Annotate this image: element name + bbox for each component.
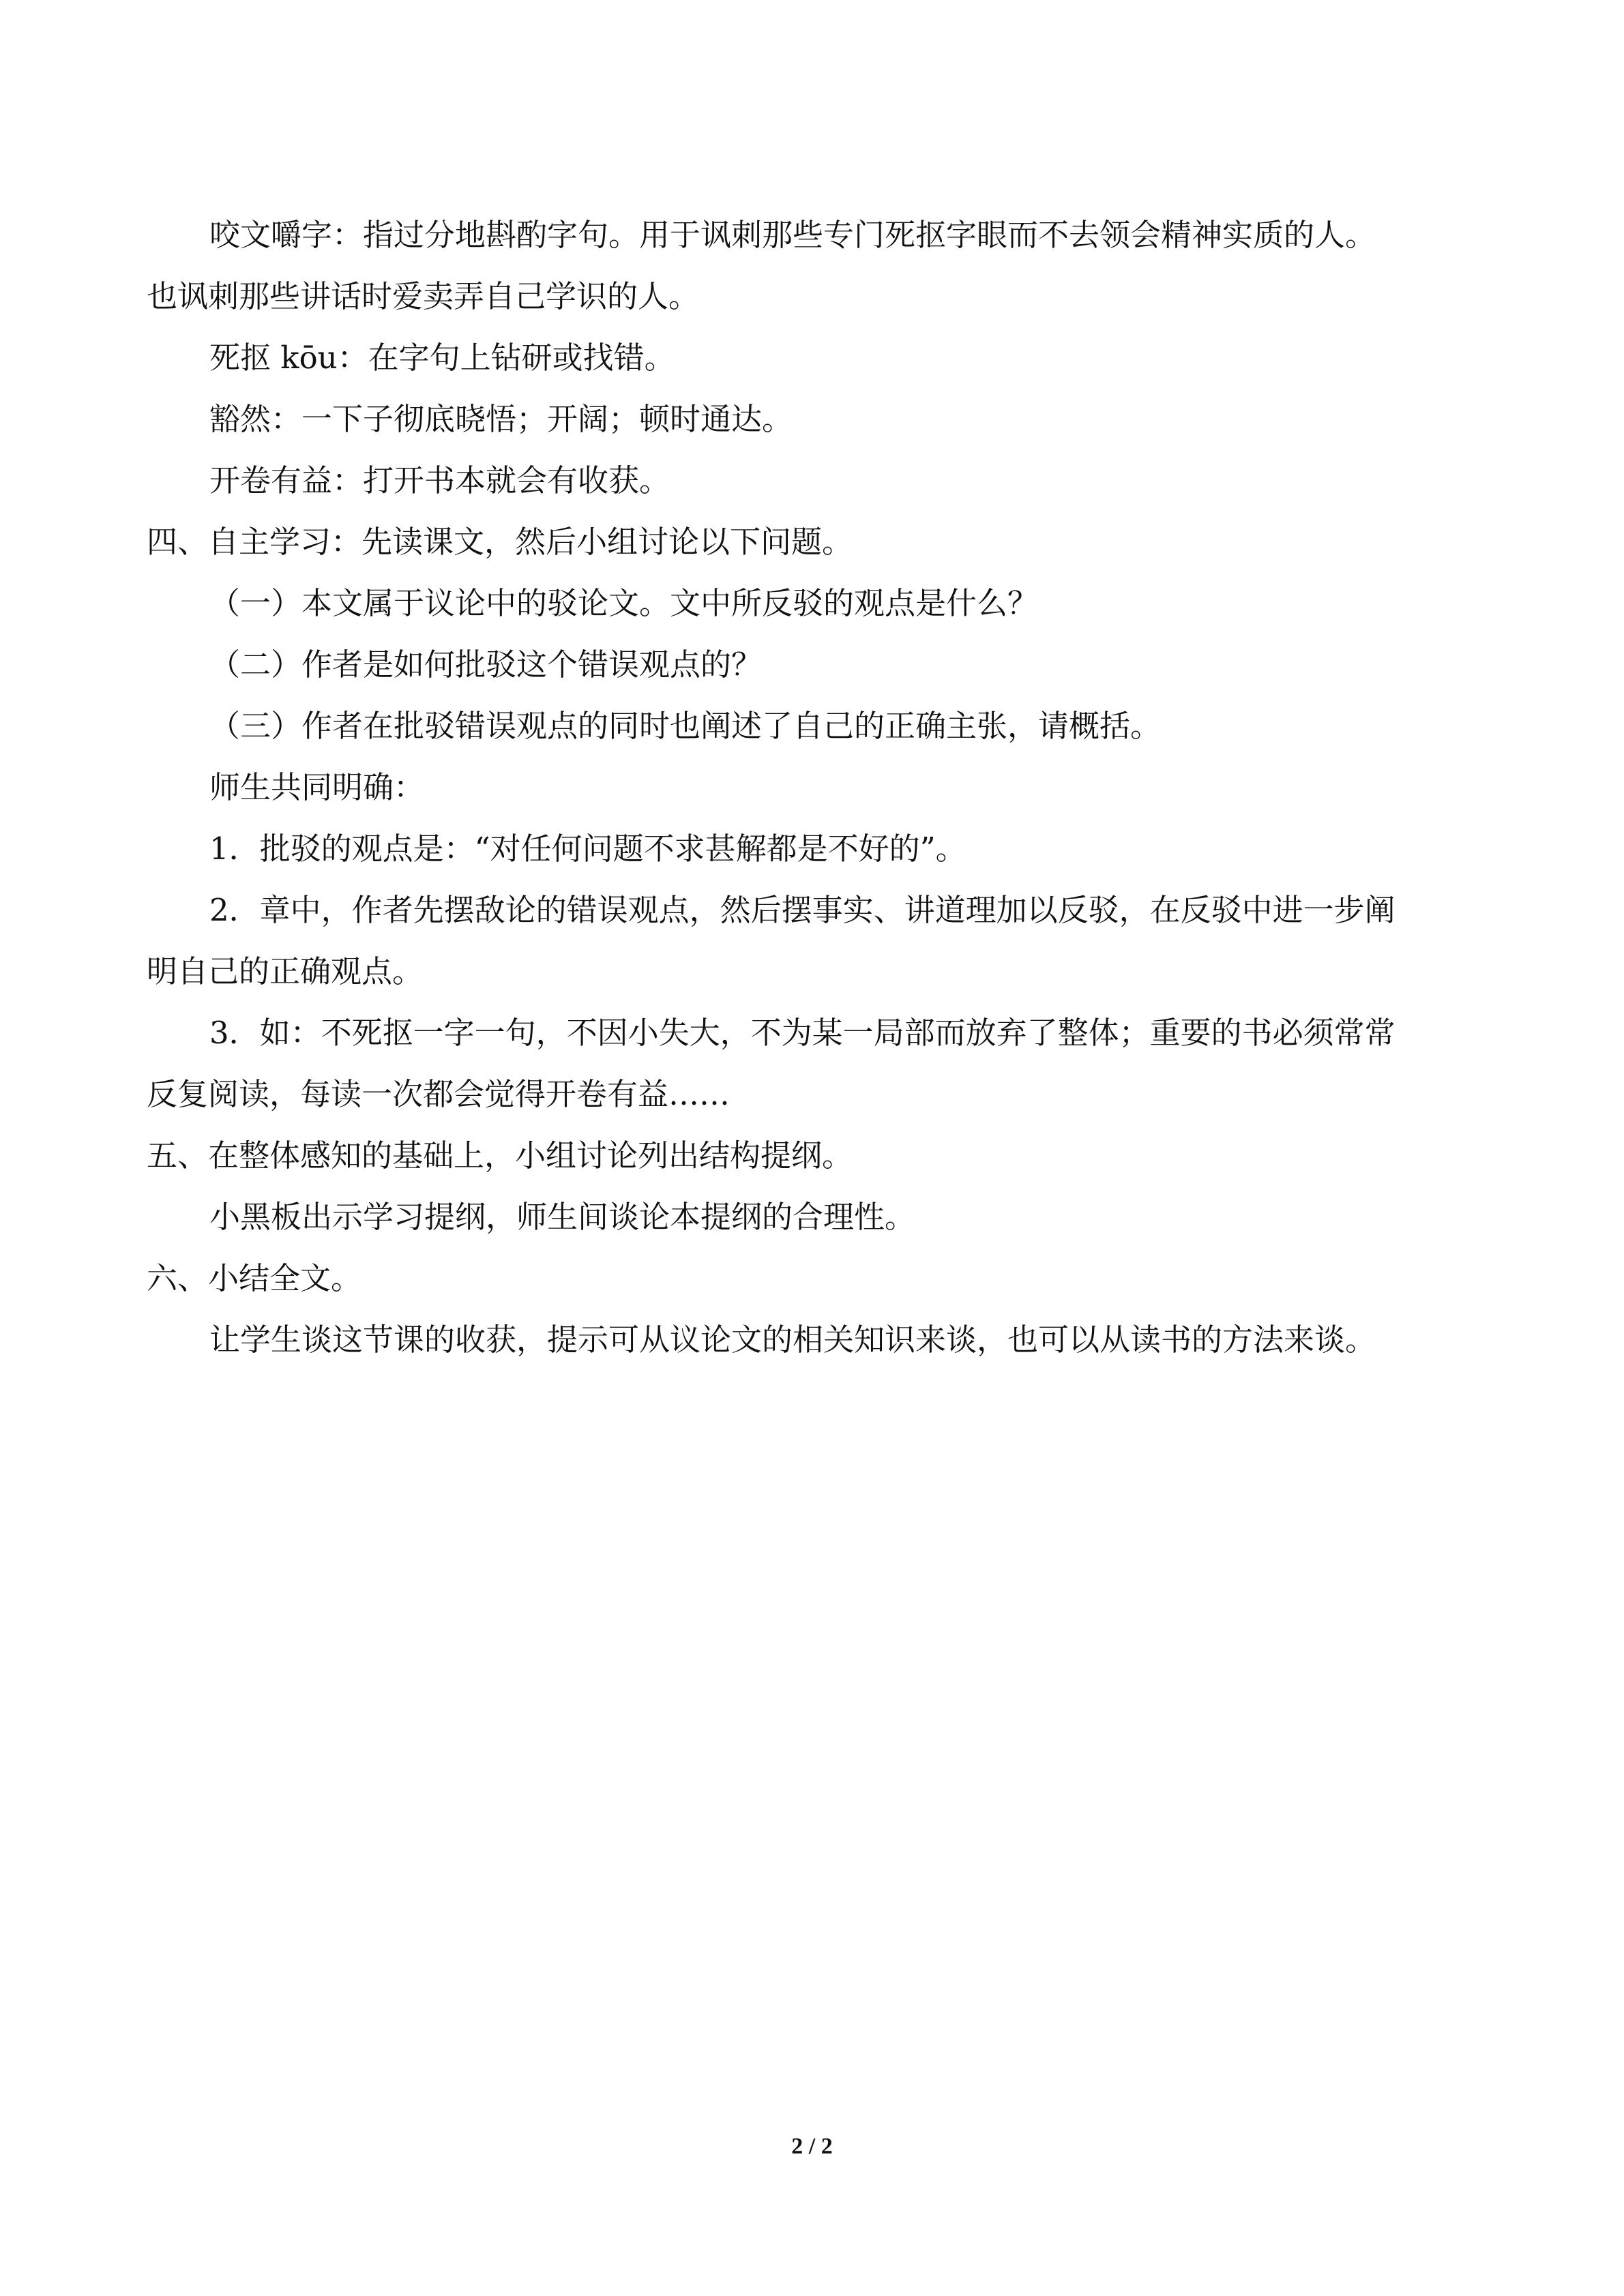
paragraph-sikou: 死抠 kōu：在字句上钻研或找错。 bbox=[209, 340, 675, 376]
answer-1: 1．批驳的观点是：“对任何问题不求甚解都是不好的”。 bbox=[209, 831, 966, 867]
section-heading-5: 五、在整体感知的基础上，小组讨论列出结构提纲。 bbox=[147, 1137, 853, 1174]
section-5-body: 小黑板出示学习提纲，师生间谈论本提纲的合理性。 bbox=[209, 1199, 916, 1235]
page-number: 2 / 2 bbox=[791, 2134, 833, 2159]
document-body bbox=[147, 205, 1483, 1371]
paragraph-yaowen-jiaozi-cont: 也讽刺那些讲话时爱卖弄自己学识的人。 bbox=[147, 278, 700, 314]
question-1: （一）本文属于议论中的驳论文。文中所反驳的观点是什么？ bbox=[209, 585, 1039, 621]
paragraph-yaowen-jiaozi: 咬文嚼字：指过分地斟酌字句。用于讽刺那些专门死抠字眼而不去领会精神实质的人。 bbox=[209, 217, 1376, 253]
clarification-label: 师生共同明确： bbox=[209, 769, 425, 805]
paragraph-huoran: 豁然：一下子彻底晓悟；开阔；顿时通达。 bbox=[209, 401, 793, 437]
section-6-body: 让学生谈这节课的收获，提示可从议论文的相关知识来谈，也可以从读书的方法来谈。 bbox=[209, 1322, 1376, 1358]
answer-3: 3．如：不死抠一字一句，不因小失大，不为某一局部而放弃了整体；重要的书必须常常 bbox=[209, 1015, 1396, 1051]
section-heading-4: 四、自主学习：先读课文，然后小组讨论以下问题。 bbox=[147, 524, 853, 560]
answer-3-cont: 反复阅读，每读一次都会觉得开卷有益…… bbox=[147, 1076, 730, 1112]
paragraph-kaijuan-youyi: 开卷有益：打开书本就会有收获。 bbox=[209, 462, 670, 498]
section-heading-6: 六、小结全文。 bbox=[147, 1260, 362, 1296]
question-3: （三）作者在批驳错误观点的同时也阐述了自己的正确主张，请概括。 bbox=[209, 708, 1162, 744]
answer-2-cont: 明自己的正确观点。 bbox=[147, 953, 424, 989]
question-2: （二）作者是如何批驳这个错误观点的？ bbox=[209, 646, 763, 683]
answer-2: 2．章中，作者先摆敌论的错误观点，然后摆事实、讲道理加以反驳，在反驳中进一步阐 bbox=[209, 892, 1396, 928]
